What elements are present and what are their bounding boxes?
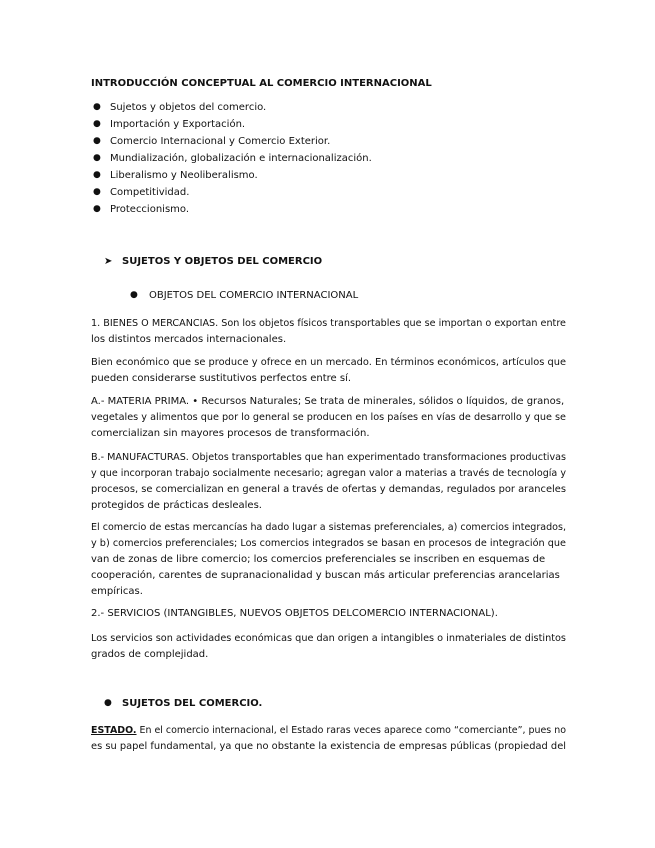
section-heading: SUJETOS Y OBJETOS DEL COMERCIO: [122, 256, 323, 267]
paragraph-line: Bien económico que se produce y ofrece en un mercado. En términos económicos, artículos que: [91, 357, 567, 368]
bullet-icon: ●: [93, 102, 101, 112]
paragraph-line: empíricas.: [91, 586, 143, 597]
paragraph-line: es su papel fundamental, ya que no obstante la existencia de empresas públicas (propiedad del: [91, 741, 567, 752]
bullet-icon: ●: [93, 204, 101, 214]
topic-item: Mundialización, globalización e internacionalización.: [110, 153, 372, 164]
subsection-heading: OBJETOS DEL COMERCIO INTERNACIONAL: [149, 290, 359, 301]
paragraph-line: [91, 724, 566, 737]
bullet-icon: ●: [93, 119, 101, 129]
topic-item: Sujetos y objetos del comercio.: [110, 102, 267, 113]
arrow-bullet-icon: ➤: [104, 256, 113, 267]
paragraph-line: B.- MANUFACTURAS. Objetos transportables que han experimentado transformaciones productivas: [91, 452, 567, 463]
subsection-heading: SUJETOS DEL COMERCIO.: [122, 698, 263, 709]
paragraph-line: El comercio de estas mercancías ha dado lugar a sistemas preferenciales, a) comercios integrados,: [91, 522, 567, 533]
estado-term: ESTADO.: [91, 725, 137, 736]
paragraph-line: cooperación, carentes de supranacionalidad y buscan más articular preferencias arancelarias: [91, 570, 560, 581]
topic-item: Proteccionismo.: [110, 204, 190, 215]
document-title: INTRODUCCIÓN CONCEPTUAL AL COMERCIO INTERNACIONAL: [91, 78, 432, 89]
paragraph-line: grados de complejidad.: [91, 649, 209, 660]
paragraph-line: comercializan sin mayores procesos de transformación.: [91, 428, 370, 439]
bullet-icon: ●: [93, 136, 101, 146]
paragraph-line: los distintos mercados internacionales.: [91, 334, 287, 345]
bullet-icon: ●: [104, 698, 112, 708]
bullet-icon: ●: [93, 187, 101, 197]
topic-item: Comercio Internacional y Comercio Exterior.: [110, 136, 331, 147]
bullet-icon: ●: [93, 153, 101, 163]
topic-item: Importación y Exportación.: [110, 119, 246, 130]
bullet-icon: ●: [130, 290, 138, 300]
paragraph-line: protegidos de prácticas desleales.: [91, 500, 262, 511]
paragraph-line: van de zonas de libre comercio; los comercios preferenciales se inscriben en esquemas de: [91, 554, 546, 565]
paragraph-line: Los servicios son actividades económicas que dan origen a intangibles o inmateriales de distintos: [91, 633, 566, 644]
topic-item: Competitividad.: [110, 187, 190, 198]
paragraph-line: y que incorporan trabajo socialmente necesario; agregan valor a materias a través de tecnología y: [91, 468, 567, 479]
paragraph-line: pueden considerarse sustitutivos perfectos entre sí.: [91, 373, 352, 384]
paragraph-line: y b) comercios preferenciales; Los comercios integrados se basan en procesos de integración que: [91, 538, 566, 549]
paragraph-line: 2.- SERVICIOS (INTANGIBLES, NUEVOS OBJETOS DELCOMERCIO INTERNACIONAL).: [91, 608, 498, 619]
topic-item: Liberalismo y Neoliberalismo.: [110, 170, 258, 181]
paragraph-line: 1. BIENES O MERCANCIAS. Son los objetos físicos transportables que se importan o exportan entre: [91, 318, 566, 329]
paragraph-line: A.- MATERIA PRIMA. • Recursos Naturales; Se trata de minerales, sólidos o líquidos, de granos,: [91, 396, 565, 407]
paragraph-text: En el comercio internacional, el Estado raras veces aparece como “comerciante”, pues no: [136, 725, 566, 736]
paragraph-line: vegetales y alimentos que por lo general se producen en los países en vías de desarrollo y que se: [91, 412, 566, 423]
bullet-icon: ●: [93, 170, 101, 180]
paragraph-line: procesos, se comercializan en general a través de ofertas y demandas, regulados por aranceles: [91, 484, 566, 495]
